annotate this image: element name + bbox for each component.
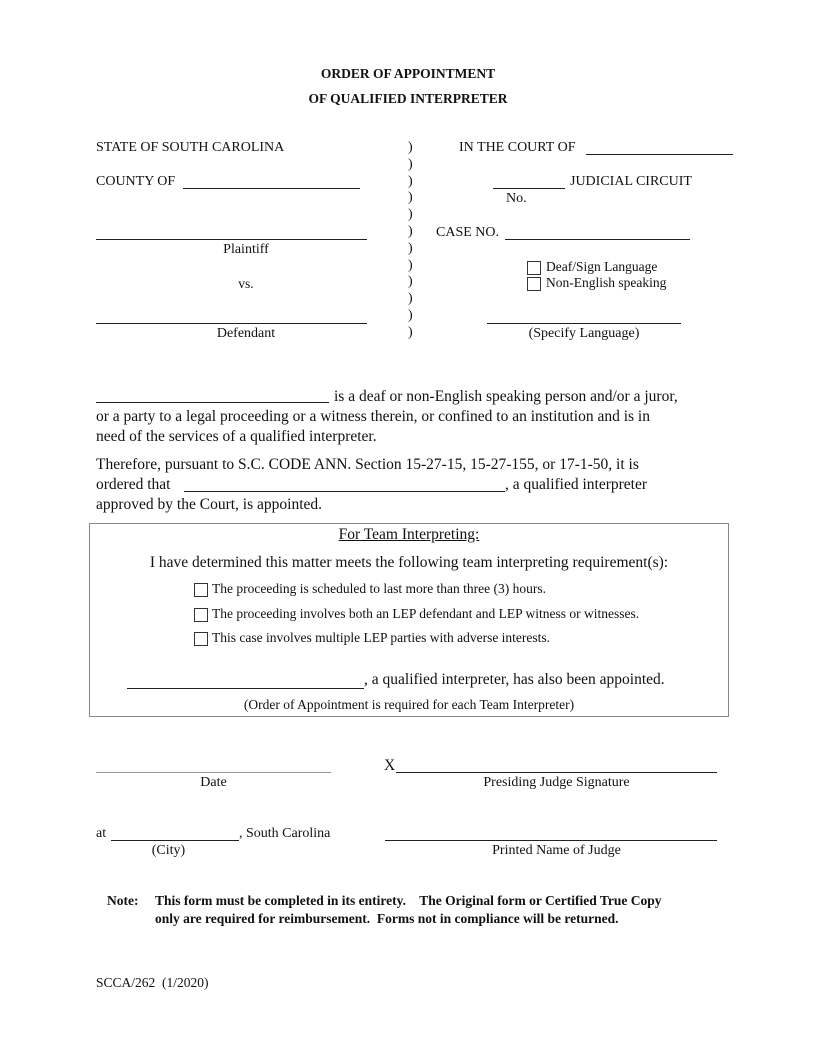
team-intro: I have determined this matter meets the following team interpreting requirement(s): bbox=[149, 554, 669, 571]
paren: ) bbox=[408, 173, 413, 189]
date-label: Date bbox=[200, 775, 227, 790]
team-interpreter-name-field[interactable] bbox=[127, 688, 364, 689]
south-carolina-label: , South Carolina bbox=[239, 826, 331, 841]
para1-line1: is a deaf or non-English speaking person and/or a juror, bbox=[334, 388, 678, 405]
specify-language-field[interactable] bbox=[487, 323, 681, 324]
team-option-1-label: The proceeding is scheduled to last more than three (3) hours. bbox=[212, 581, 547, 596]
no-label: No. bbox=[506, 191, 527, 206]
signature-x-mark: X bbox=[384, 757, 396, 774]
para2-line1: Therefore, pursuant to S.C. CODE ANN. Section 15-27-15, 15-27-155, or 17-1-50, it is bbox=[96, 456, 639, 473]
paren: ) bbox=[408, 240, 413, 256]
team-appointed-text: , a qualified interpreter, has also been appointed. bbox=[364, 671, 665, 688]
paren: ) bbox=[408, 190, 413, 206]
para1-line3: need of the services of a qualified interpreter. bbox=[96, 428, 377, 445]
para2-suffix: , a qualified interpreter bbox=[505, 476, 648, 493]
city-label: (City) bbox=[151, 843, 186, 858]
para2-line3: approved by the Court, is appointed. bbox=[96, 496, 322, 513]
title-line-1: ORDER OF APPOINTMENT bbox=[320, 66, 496, 81]
non-english-label: Non-English speaking bbox=[546, 275, 667, 290]
note-line-2: only are required for reimbursement. Forms not in compliance will be returned. bbox=[155, 911, 619, 926]
case-no-label: CASE NO. bbox=[436, 225, 500, 240]
non-english-checkbox[interactable] bbox=[527, 277, 541, 291]
court-label: IN THE COURT OF bbox=[459, 140, 576, 155]
paren: ) bbox=[408, 140, 413, 155]
judge-signature-label: Presiding Judge Signature bbox=[483, 775, 630, 790]
paren: ) bbox=[408, 324, 413, 340]
team-option-2-label: The proceeding involves both an LEP defendant and LEP witness or witnesses. bbox=[212, 606, 640, 621]
judge-signature-field[interactable] bbox=[396, 772, 717, 773]
defendant-label: Defendant bbox=[216, 326, 276, 341]
city-field[interactable] bbox=[111, 840, 239, 841]
note-label: Note: bbox=[107, 893, 139, 908]
team-option-1-checkbox[interactable] bbox=[194, 583, 208, 597]
case-no-field[interactable] bbox=[505, 239, 690, 240]
plaintiff-label: Plaintiff bbox=[223, 242, 269, 257]
judicial-circuit-number-field[interactable] bbox=[493, 188, 565, 189]
printed-judge-name-field[interactable] bbox=[385, 840, 717, 841]
specify-language-label: (Specify Language) bbox=[528, 326, 640, 341]
deaf-sign-language-checkbox[interactable] bbox=[527, 261, 541, 275]
note-line-1: This form must be completed in its entirety. The Original form or Certified True Copy bbox=[155, 893, 662, 908]
at-label: at bbox=[96, 826, 107, 841]
team-option-2-checkbox[interactable] bbox=[194, 608, 208, 622]
deaf-sign-language-label: Deaf/Sign Language bbox=[546, 259, 658, 274]
defendant-field[interactable] bbox=[96, 323, 367, 324]
form-id: SCCA/262 (1/2020) bbox=[96, 975, 209, 990]
plaintiff-field[interactable] bbox=[96, 239, 367, 240]
para1-line2: or a party to a legal proceeding or a witness therein, or confined to an institution and is in bbox=[96, 408, 650, 425]
title-line-2: OF QUALIFIED INTERPRETER bbox=[308, 91, 508, 106]
person-name-field[interactable] bbox=[96, 402, 329, 403]
team-footnote: (Order of Appointment is required for each Team Interpreter) bbox=[243, 697, 575, 712]
county-label: COUNTY OF bbox=[96, 174, 176, 189]
interpreter-name-field[interactable] bbox=[184, 491, 505, 492]
paren: ) bbox=[408, 291, 413, 307]
team-option-3-label: This case involves multiple LEP parties with adverse interests. bbox=[212, 630, 551, 645]
vs-label: vs. bbox=[238, 276, 254, 291]
team-option-3-checkbox[interactable] bbox=[194, 632, 208, 646]
para2-ordered-that: ordered that bbox=[96, 476, 171, 493]
paren: ) bbox=[408, 223, 413, 239]
caption-divider bbox=[408, 140, 413, 342]
paren: ) bbox=[408, 156, 413, 172]
paren: ) bbox=[408, 207, 413, 223]
court-field[interactable] bbox=[586, 154, 733, 155]
county-field[interactable] bbox=[183, 188, 360, 189]
paren: ) bbox=[408, 307, 413, 323]
paren: ) bbox=[408, 274, 413, 290]
printed-name-label: Printed Name of Judge bbox=[492, 843, 621, 858]
paren: ) bbox=[408, 257, 413, 273]
date-field[interactable] bbox=[96, 772, 331, 773]
judicial-circuit-label: JUDICIAL CIRCUIT bbox=[570, 174, 692, 189]
state-label: STATE OF SOUTH CAROLINA bbox=[96, 140, 285, 155]
team-heading: For Team Interpreting: bbox=[338, 526, 480, 543]
